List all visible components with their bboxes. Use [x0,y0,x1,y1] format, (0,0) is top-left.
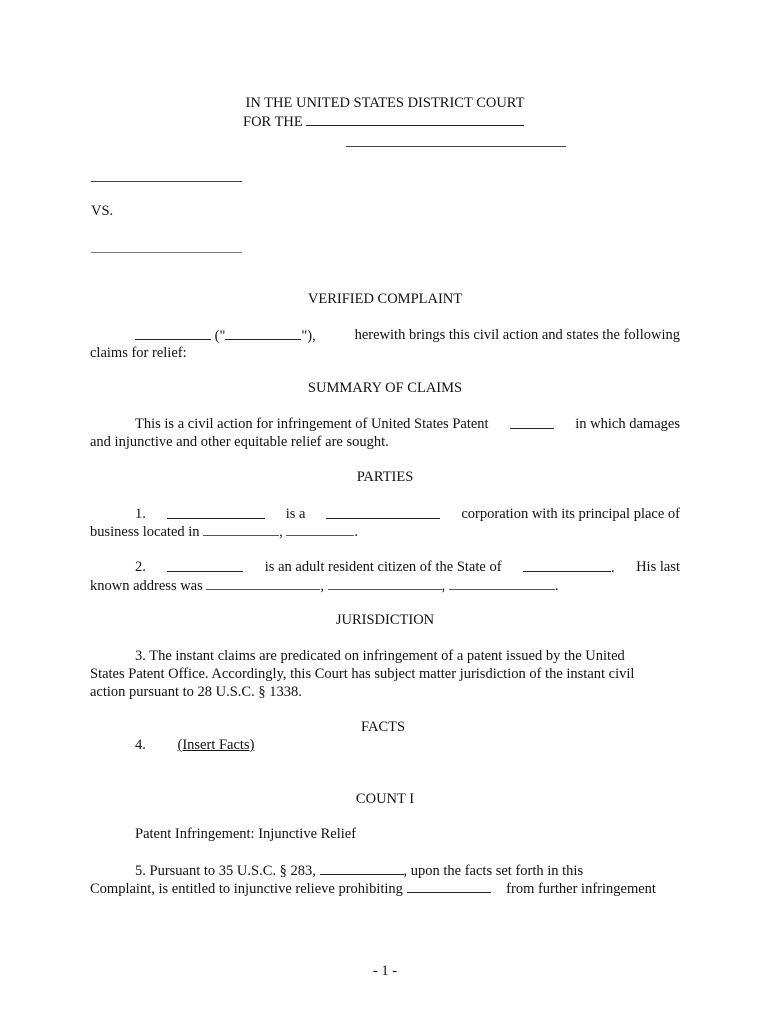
intro-quote-close: "), [301,328,316,344]
party2-state-blank[interactable] [523,558,611,572]
party1-period: . [354,524,359,540]
party1-is-a: is a [285,506,306,522]
address-period: . [554,578,559,594]
party2-name-blank[interactable] [167,558,243,572]
address-comma1: , [320,578,325,594]
count1-line2-b: from further infringement [506,881,656,897]
count1-defendant-blank[interactable] [407,879,491,893]
summary-heading: SUMMARY OF CLAIMS [307,380,463,396]
party1-line2 [90,522,358,541]
court-heading [90,94,680,112]
district-blank[interactable] [306,112,524,126]
party1-city-blank[interactable] [203,522,279,536]
party1-state-blank[interactable] [326,505,440,519]
count1-line1-a: 5. Pursuant to 35 U.S.C. § 283, [135,863,316,879]
jurisdiction-line2: States Patent Office. Accordingly, this Court has subject matter jurisdiction of the instant civil [90,666,635,682]
intro-line2: claims for relief: [90,345,187,361]
party2-number: 2. [135,559,146,575]
party1-business: business located in [90,524,200,540]
insert-facts-field[interactable]: (Insert Facts) [177,737,255,753]
count1-line1 [135,861,583,880]
party2-last: His last [636,559,680,575]
intro-line1 [90,326,680,345]
address-street-blank[interactable] [206,576,320,590]
plaintiff-blank[interactable] [91,181,242,182]
patent-number-blank[interactable] [510,415,554,429]
party2-line1 [90,558,680,577]
facts-item [135,736,254,754]
court-title: IN THE UNITED STATES DISTRICT COURT [245,95,525,111]
intro-line1-rest: herewith brings this civil action and states the following [354,327,680,343]
count1-heading: COUNT I [355,791,415,807]
court-for-the: FOR THE [243,114,303,130]
division-blank[interactable] [346,146,566,147]
page-number: - 1 - [372,963,398,979]
party1-rest: corporation with its principal place of [461,506,680,522]
party2-state [523,558,615,577]
facts-item-number: 4. [135,737,146,753]
address-state-blank[interactable] [449,576,555,590]
jurisdiction-line3: action pursuant to 28 U.S.C. § 1338. [90,684,302,700]
defendant-blank[interactable] [91,252,242,253]
intro-party [90,326,316,345]
complaint-title: VERIFIED COMPLAINT [307,291,463,307]
summary-line1 [90,415,680,433]
party1-region-blank[interactable] [286,522,354,536]
summary-line2: and injunctive and other equitable relief are sought. [90,434,389,450]
party1-comma: , [279,524,283,540]
party2-address-label: known address was [90,578,203,594]
count1-plaintiff-blank[interactable] [320,861,404,875]
court-district-line [243,112,524,131]
party1-line1 [90,505,680,523]
party1-name-blank[interactable] [167,505,265,519]
facts-heading: FACTS [361,719,406,735]
jurisdiction-line1: 3. The instant claims are predicated on infringement of a patent issued by the United [135,648,625,664]
party2-period: . [611,560,615,576]
versus-label: VS. [91,203,114,219]
count1-line2 [90,879,656,898]
party2-line2 [90,576,559,595]
party1-number: 1. [135,506,146,522]
plaintiff-short-blank[interactable] [225,326,301,340]
parties-heading: PARTIES [356,469,414,485]
summary-line1-a: This is a civil action for infringement of United States Patent [135,416,489,432]
summary-line1-b: in which damages [575,416,680,432]
jurisdiction-heading: JURISDICTION [335,612,435,628]
intro-quote-open: (" [214,328,226,344]
count1-line1-b: , upon the facts set forth in this [403,863,584,879]
party2-text: is an adult resident citizen of the State of [264,559,502,575]
address-comma2: , [441,578,446,594]
count1-line2-a: Complaint, is entitled to injunctive relieve prohibiting [90,881,403,897]
address-city-blank[interactable] [328,576,442,590]
plaintiff-name-blank[interactable] [135,326,211,340]
count1-subheading: Patent Infringement: Injunctive Relief [135,826,357,842]
